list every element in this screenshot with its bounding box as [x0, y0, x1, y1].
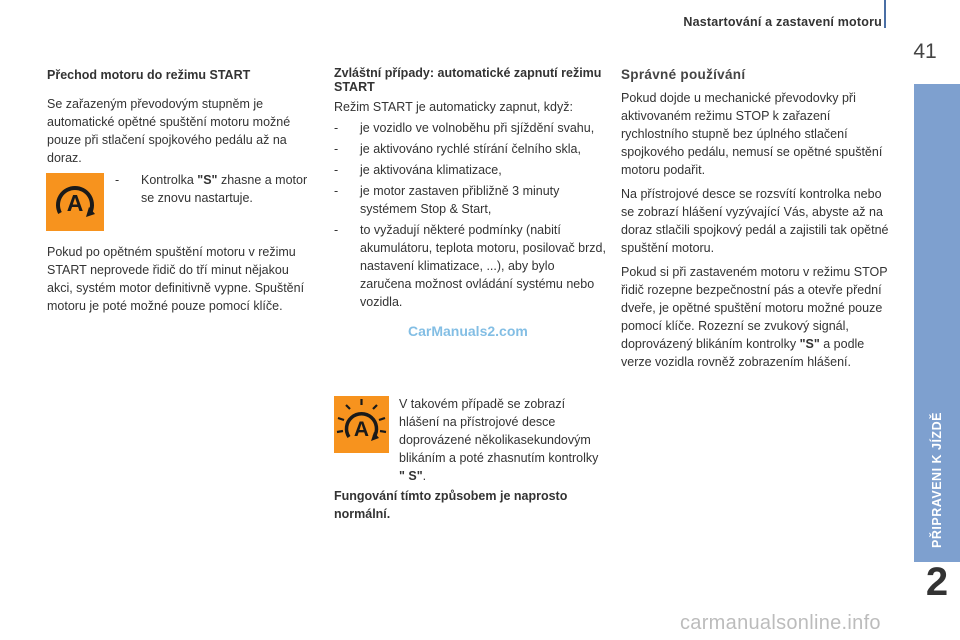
- col1-paragraph-2: Pokud po opětném spuštění motoru v režimu START neprovede řidič do tří minut nějakou akci, systém motor definitivně vypne. Spuštění motoru je poté možné pouze pomocí klíče.: [47, 245, 305, 313]
- col2-list-item: - je vozidlo ve volnoběhu při sjíždění svahu,: [334, 121, 595, 135]
- col1-bullet: [115, 171, 315, 207]
- svg-text:A: A: [353, 418, 370, 441]
- col3-paragraph-1: Pokud dojde u mechanické převodovky při aktivovaném režimu STOP k zařazení rychlostního stupně bez úplného stlačení spojkového pedálu, nemusí se opětné spuštění motoru podařit.: [621, 91, 883, 177]
- col2-list: [334, 119, 606, 311]
- col3-paragraph-3: Pokud si při zastaveném motoru v režimu STOP řidič rozepne bezpečnostní pás a otevře přední dveře, je opětné spuštění motoru možné pouze pomocí klíče. Rozezní se zvukový signál, doprovázený blikáním kontrolky "S" a podle verze vozidla rovněž zobrazením hlášení.: [621, 265, 888, 369]
- chapter-tab-text: PŘIPRAVENI K JÍZDĚ: [930, 412, 944, 548]
- col3-paragraph-2: Na přístrojové desce se rozsvítí kontrolka nebo se zobrazí hlášení vyzývající Vás, abyste až na doraz stlačili spojkový pedál a zajistili tak opětné spuštění motoru.: [621, 187, 889, 255]
- col3-heading: Správné používání: [621, 67, 746, 82]
- column-3: [621, 66, 889, 371]
- chapter-tab-label: [914, 405, 960, 555]
- col2-list-item: - je motor zastaven přibližně 3 minuty systémem Stop & Start,: [334, 184, 560, 216]
- page-number: 41: [913, 40, 937, 63]
- col2-list-item: - je aktivována klimatizace,: [334, 163, 502, 177]
- col2-heading: Zvláštní případy: automatické zapnutí režimu START: [334, 66, 602, 94]
- column-1: [47, 66, 312, 167]
- svg-text:A: A: [66, 190, 84, 216]
- col1-paragraph-1: Se zařazeným převodovým stupněm je automatické opětné spuštění motoru možné pouze při stlačení spojkového pedálu až na doraz.: [47, 97, 291, 165]
- watermark-center: CarManuals2.com: [408, 323, 528, 339]
- chapter-number: 2: [925, 560, 949, 604]
- column-2: [334, 66, 606, 311]
- header-divider: [884, 0, 886, 28]
- auto-start-icon: [46, 173, 104, 231]
- col1-heading: Přechod motoru do režimu START: [47, 68, 251, 82]
- col1-paragraph-2-wrap: [47, 243, 312, 315]
- col2-closing: Fungování tímto způsobem je naprosto normální.: [334, 489, 568, 521]
- col2-intro: Režim START je automaticky zapnut, když:: [334, 100, 573, 114]
- watermark-footer: carmanualsonline.info: [680, 612, 881, 634]
- auto-start-warning-icon: [334, 396, 389, 453]
- col2-list-item: - to vyžadují některé podmínky (nabití akumulátoru, teplota motoru, posilovač brzd, nastavení klimatizace, ...), aby bylo zaručena možnost ovládání systému nebo vozidla.: [334, 223, 606, 309]
- section-title: Nastartování a zastavení motoru: [683, 15, 882, 29]
- col1-bullet-item: - Kontrolka "S" zhasne a motor se znovu nastartuje.: [115, 173, 308, 205]
- col2-list-item: - je aktivováno rychlé stírání čelního skla,: [334, 142, 581, 156]
- col2-warning-text: V takovém případě se zobrazí hlášení na přístrojové desce doprovázené několikasekundovým blikáním a poté zhasnutím kontrolky " S".: [399, 397, 599, 483]
